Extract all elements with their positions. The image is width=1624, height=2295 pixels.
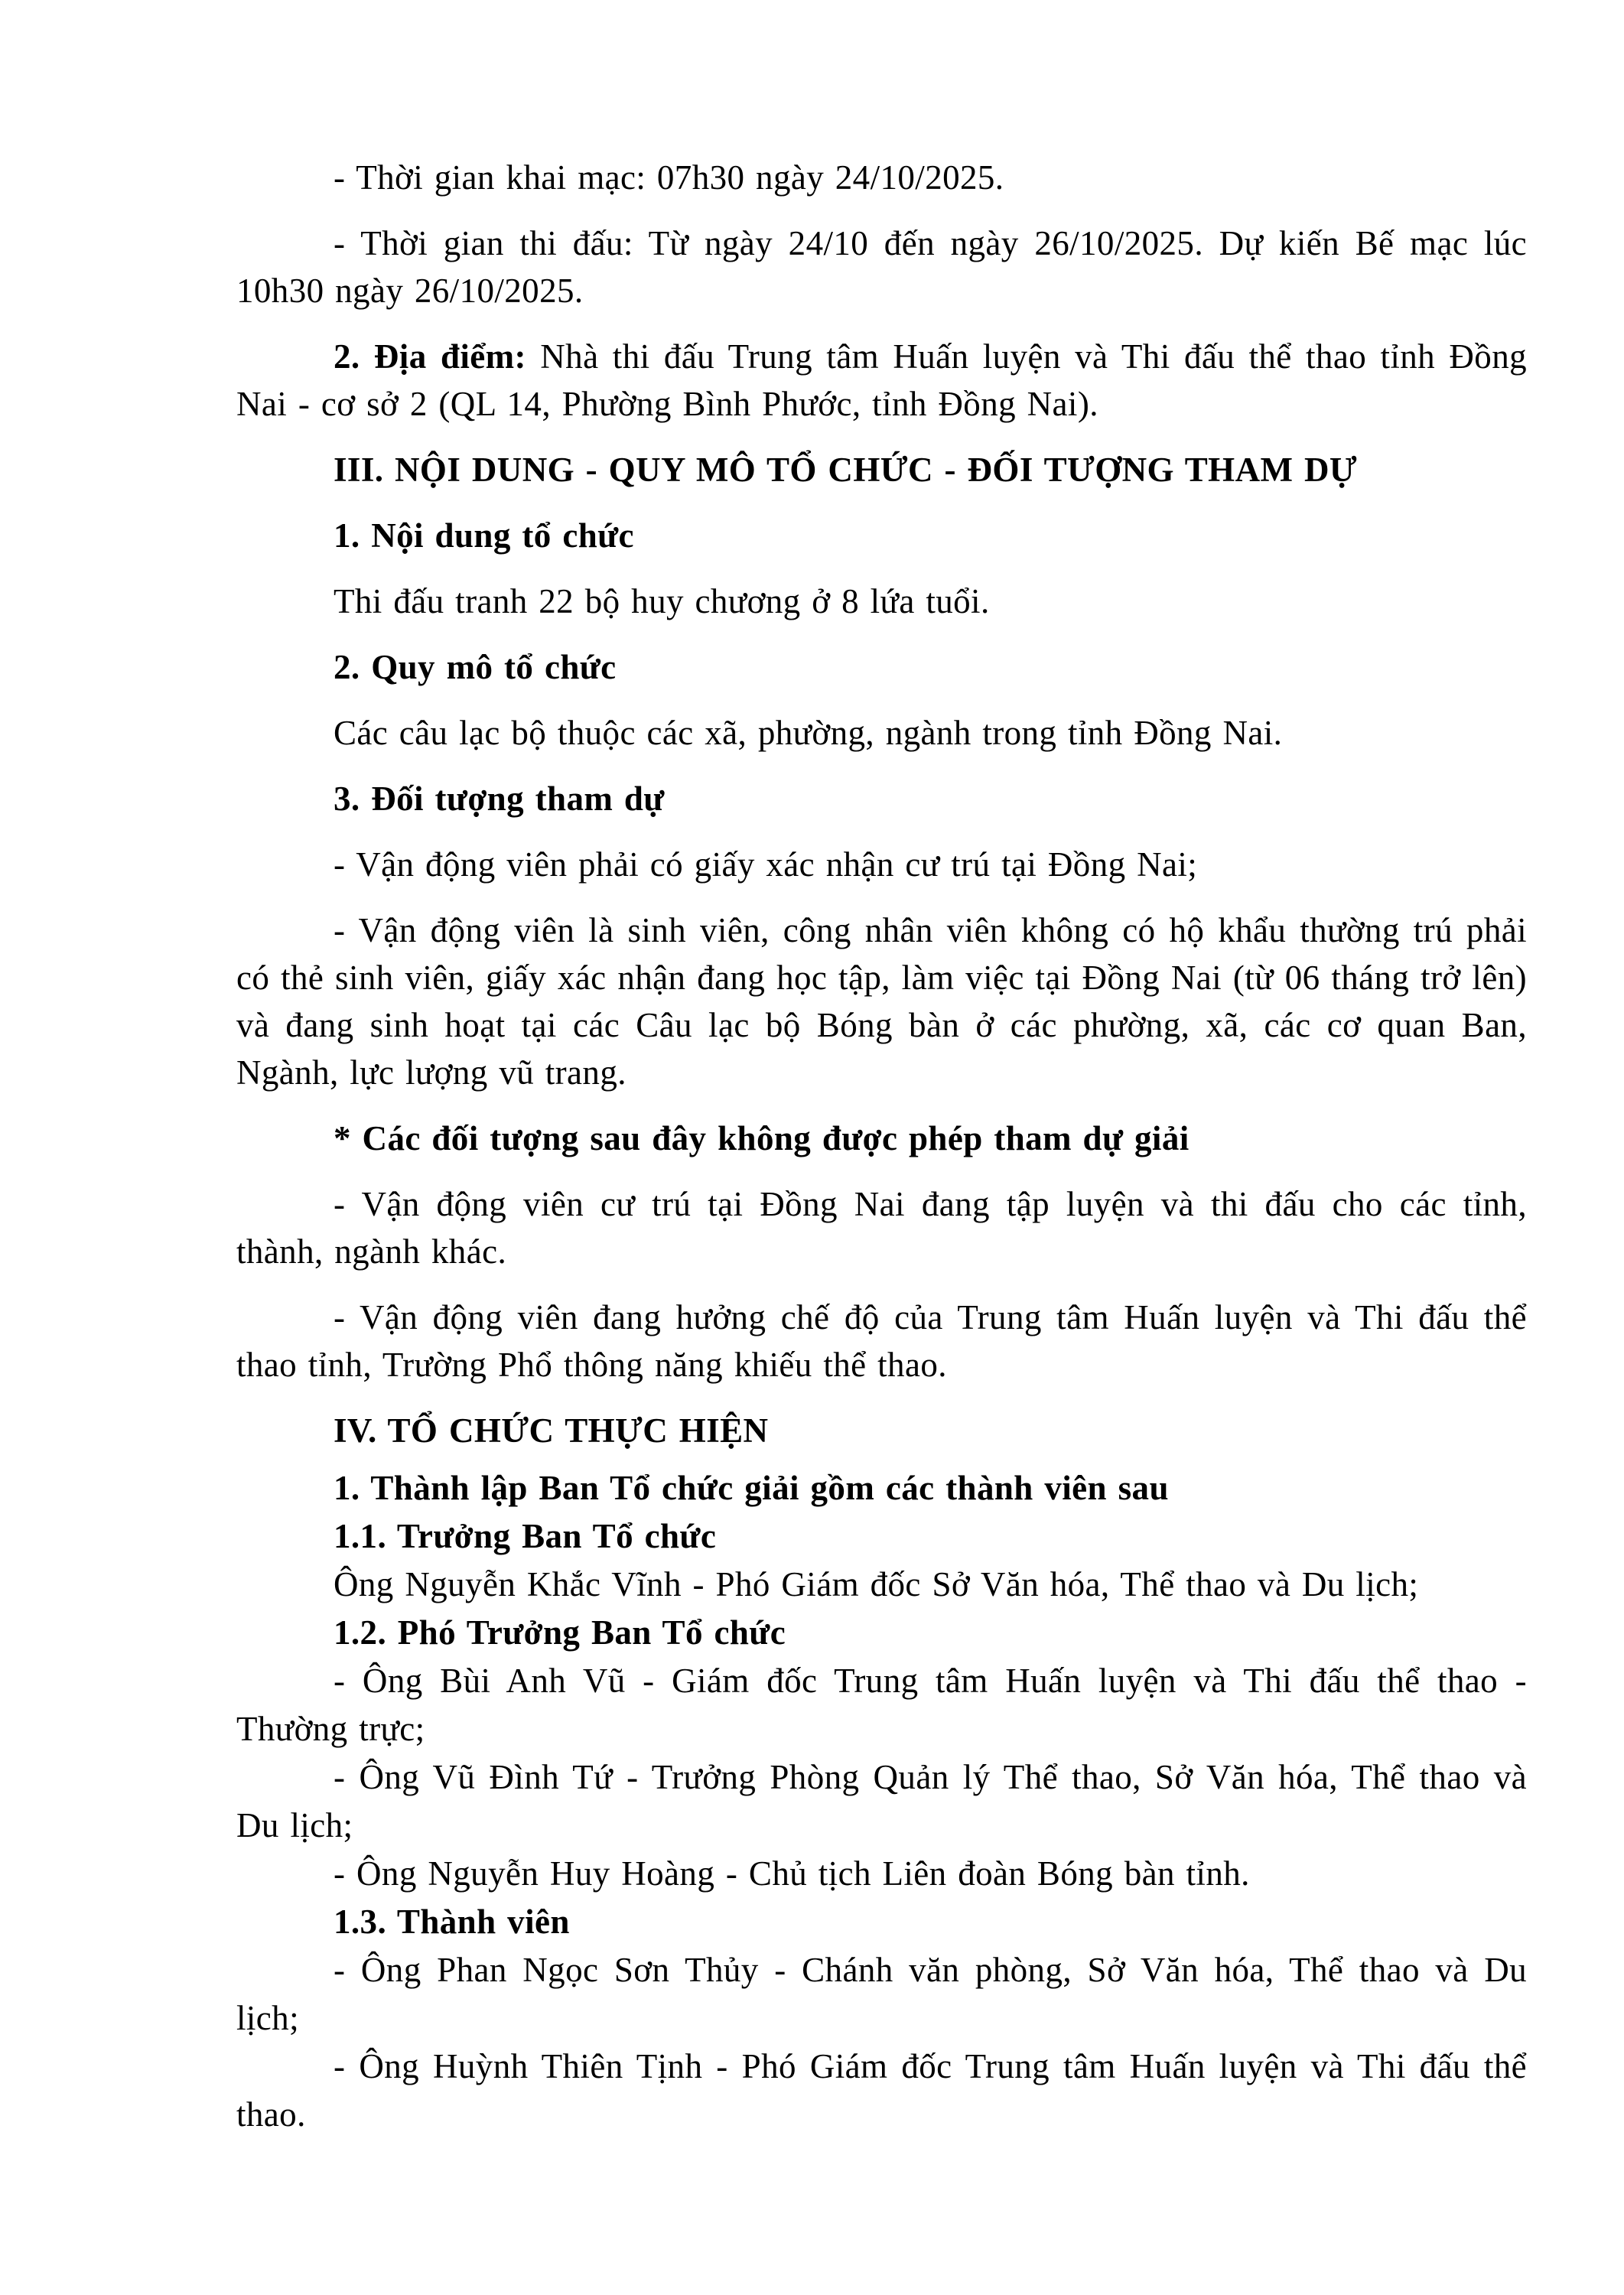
para-quy-mo-to-chuc: Các câu lạc bộ thuộc các xã, phường, ngành trong tỉnh Đồng Nai. <box>334 714 1283 752</box>
para-pho-truong-ban-member-2: - Ông Vũ Đình Tứ - Trưởng Phòng Quản lý Thể thao, Sở Văn hóa, Thể thao và Du lịch; <box>236 1758 1527 1844</box>
line-opening-time: - Thời gian khai mạc: 07h30 ngày 24/10/2025. <box>334 158 1004 197</box>
heading-doi-tuong-tham-du: 3. Đối tượng tham dự <box>334 780 665 818</box>
heading-section-iv: IV. TỔ CHỨC THỰC HIỆN <box>334 1411 769 1450</box>
para-doi-tuong-student: - Vận động viên là sinh viên, công nhân viên không có hộ khẩu thường trú phải có thẻ sinh viên, giấy xác nhận đang học tập, làm việc tại Đồng Nai (từ 06 tháng trở lên) và đang sinh hoạt tại các Câu lạc bộ Bóng bàn ở các phường, xã, các cơ quan Ban, Ngành, lực lượng vũ trang. <box>236 911 1527 1092</box>
heading-noi-dung-to-chuc: 1. Nội dung tổ chức <box>334 516 634 555</box>
para-doi-tuong-residence: - Vận động viên phải có giấy xác nhận cư trú tại Đồng Nai; <box>334 845 1198 884</box>
para-truong-ban-member: Ông Nguyễn Khắc Vĩnh - Phó Giám đốc Sở Văn hóa, Thể thao và Du lịch; <box>334 1565 1419 1603</box>
heading-section-iii: III. NỘI DUNG - QUY MÔ TỔ CHỨC - ĐỐI TƯỢNG THAM DỰ <box>334 451 1358 489</box>
heading-quy-mo-to-chuc: 2. Quy mô tổ chức <box>334 648 617 686</box>
para-thanh-vien-member-2: - Ông Huỳnh Thiên Tịnh - Phó Giám đốc Trung tâm Huấn luyện và Thi đấu thể thao. <box>236 2047 1527 2134</box>
section-to-chuc-thuc-hien <box>236 1407 1527 2139</box>
para-venue <box>236 333 1527 428</box>
venue-label: 2. Địa điểm: <box>334 337 526 376</box>
para-pho-truong-ban-member-1: - Ông Bùi Anh Vũ - Giám đốc Trung tâm Huấn luyện và Thi đấu thể thao - Thường trực; <box>236 1662 1527 1748</box>
para-thanh-vien-member-1: - Ông Phan Ngọc Sơn Thủy - Chánh văn phòng, Sở Văn hóa, Thể thao và Du lịch; <box>236 1951 1527 2037</box>
para-pho-truong-ban-member-3: - Ông Nguyễn Huy Hoàng - Chủ tịch Liên đoàn Bóng bàn tỉnh. <box>334 1854 1250 1893</box>
heading-truong-ban-to-chuc: 1.1. Trưởng Ban Tổ chức <box>334 1517 717 1555</box>
heading-thanh-vien: 1.3. Thành viên <box>334 1903 570 1941</box>
heading-pho-truong-ban-to-chuc: 1.2. Phó Trưởng Ban Tổ chức <box>334 1613 786 1652</box>
line-competition-time: - Thời gian thi đấu: Từ ngày 24/10 đến ngày 26/10/2025. Dự kiến Bế mạc lúc 10h30 ngày 26/10/2025. <box>236 224 1527 310</box>
document-content <box>236 154 1527 2139</box>
para-noi-dung-to-chuc: Thi đấu tranh 22 bộ huy chương ở 8 lứa tuổi. <box>334 582 990 620</box>
heading-thanh-lap-ban-to-chuc: 1. Thành lập Ban Tổ chức giải gồm các thành viên sau <box>334 1469 1169 1507</box>
section-schedule-and-content <box>236 154 1527 1388</box>
para-excluded-1: - Vận động viên cư trú tại Đồng Nai đang tập luyện và thi đấu cho các tỉnh, thành, ngành khác. <box>236 1185 1527 1271</box>
venue-text: Nhà thi đấu Trung tâm Huấn luyện và Thi đấu thể thao tỉnh Đồng Nai - cơ sở 2 (QL 14, Phường Bình Phước, tỉnh Đồng Nai). <box>236 337 1527 423</box>
heading-excluded-participants: * Các đối tượng sau đây không được phép tham dự giải <box>334 1119 1190 1157</box>
para-excluded-2: - Vận động viên đang hưởng chế độ của Trung tâm Huấn luyện và Thi đấu thể thao tỉnh, Trường Phổ thông năng khiếu thể thao. <box>236 1298 1527 1384</box>
